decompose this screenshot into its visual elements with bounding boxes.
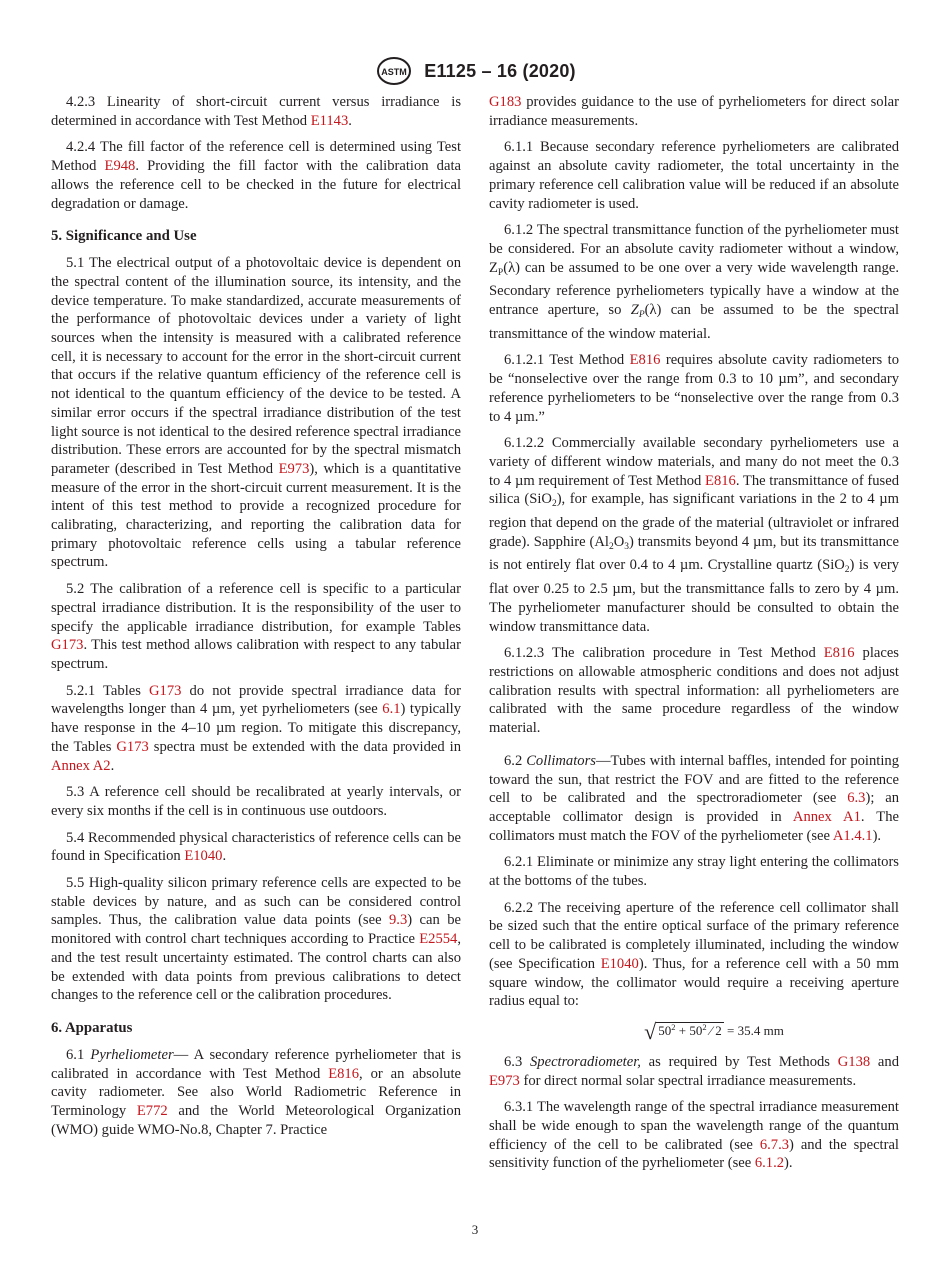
ref-link[interactable]: G173	[116, 738, 149, 755]
ref-link[interactable]: E816	[705, 472, 736, 489]
paragraph-5-3: 5.3 A reference cell should be recalibrated at yearly intervals, or every six months if the cell is in continuous use outdoors.	[51, 784, 461, 819]
ref-link[interactable]: Annex A2	[51, 757, 111, 774]
right-column	[489, 93, 899, 1181]
ref-link[interactable]: E816	[328, 1065, 360, 1082]
ref-link[interactable]: G173	[149, 682, 182, 699]
paragraph-6-1-2-2: 6.1.2.2 Commercially available secondary pyrheliometers use a variety of different window materials, and many do not meet the 0.3 to 4 µm requirement of Test Method E816. The transmittance of fused silica (SiO$_2$), for example, has significant variations in the 2 to 4 µm region that depend on the grade of the material (ultraviolet or infrared grade). Sapphire $(Al_2O_3)$ transmits beyond 4 µm, but its transmittance is not entirely flat over 0.4 to 4 µm. Crystalline quartz (SiO$_2$) is very flat over 0.25 to 2.5 µm, but the transmittance falls to zero by 4 µm. The pyrheliometer manufacturer should be consulted to obtain the window transmittance data.	[489, 435, 900, 635]
paragraph-6-3-1: 6.3.1 The wavelength range of the spectral irradiance measurement shall be wide enough to span the wavelength range of the quantum efficiency of the cell to be calibrated (see 6.7.3) and the spectral sensitivity function of the pyrheliometer (see 6.1.2).	[489, 1099, 899, 1172]
ref-link[interactable]: E973	[489, 1072, 520, 1089]
paragraph-4-2-3: 4.2.3 Linearity of short-circuit current versus irradiance is determined in accordance with Test Method E1143.	[51, 94, 461, 129]
paragraph-6-3: 6.3 Spectroradiometer, as required by Test Methods G138 and E973 for direct normal solar spectral irradiance measurements.	[489, 1053, 899, 1089]
page-number: 3	[471, 1222, 479, 1237]
ref-link[interactable]: E816	[629, 352, 661, 369]
document-designation: E1125 – 16 (2020)	[424, 60, 576, 81]
radical-sign-icon: √	[644, 1018, 657, 1044]
paragraph-4-2-4: 4.2.4 The fill factor of the reference cell is determined using Test Method E948. Providing the fill factor with the calibration data allows the reference cell to be checked in the future for electrical degradation or damage.	[51, 139, 461, 212]
ref-link[interactable]: E772	[136, 1103, 168, 1120]
ref-link[interactable]: Annex A1	[792, 808, 861, 825]
ref-link[interactable]: 6.1.2	[754, 1155, 785, 1172]
left-column	[51, 93, 461, 1147]
ref-link[interactable]: A1.4.1	[832, 827, 873, 844]
page-header	[0, 56, 950, 86]
ref-link[interactable]: E2554	[419, 931, 458, 948]
ref-link[interactable]: E1040	[184, 848, 223, 865]
ref-link[interactable]: 6.1	[382, 701, 401, 718]
paragraph-6-1: 6.1 Pyrheliometer— A secondary reference pyrheliometer that is calibrated in accordance with Test Method E816, or an absolute cavity radiometer. See also World Radiometric Reference in Terminology E772 and the World Meteorological Organization (WMO) guide WMO-No.8, Chapter 7. Practice	[51, 1046, 462, 1138]
ref-link[interactable]: G173	[51, 637, 84, 654]
paragraph-6-1-1: 6.1.1 Because secondary reference pyrheliometers are calibrated against an absolute cavity radiometer, the total uncertainty in the primary reference cell calibration value will be reduced if an absolute cavity radiometer is used.	[489, 139, 899, 212]
paragraph-6-1-continued: G183 provides guidance to the use of pyrheliometers for direct solar irradiance measurements.	[489, 94, 899, 129]
paragraph-5-5: 5.5 High-quality silicon primary reference cells are expected to be stable devices by nature, and as such can be considered control samples. Thus, the calibration value data points (see 9.3) can be monitored with control chart techniques according to Practice E2554, and the test result uncertainty estimated. The control charts can also be extended with data points from previous calibrations to detect changes to the reference cell or the calibration procedures.	[51, 875, 461, 1004]
svg-text:ASTM: ASTM	[381, 67, 407, 77]
paragraph-6-1-2-1: 6.1.2.1 Test Method E816 requires absolute cavity radiometers to be “nonselective over the range from 0.3 to 10 µm”, and secondary reference pyrheliometers to be “nonselective over the range from 0.3 to 4 µm.”	[489, 352, 899, 425]
ref-link[interactable]: E948	[104, 158, 136, 175]
ref-link[interactable]: 6.3	[847, 790, 866, 807]
paragraph-5-4: 5.4 Recommended physical characteristics of reference cells can be found in Specification E1040.	[51, 829, 461, 865]
paragraph-6-1-2: 6.1.2 The spectral transmittance function of the pyrheliometer must be considered. For an absolute cavity radiometer without a window, $Z_P(\lambda)$ can be assumed to be one over a very wide wavelength range. Secondary reference pyrheliometers typically have a window at the entrance aperture, so $Z_P(\lambda)$ can be assumed to be the spectral transmittance of the window material.	[489, 222, 899, 342]
ref-link[interactable]: E816	[823, 645, 855, 662]
ref-link[interactable]: G183	[489, 94, 522, 110]
ref-link[interactable]: 9.3	[389, 912, 408, 929]
aperture-equation: √ $50^2 + 50^2$ ⁄ 2 = 35.4 mm	[644, 1018, 784, 1044]
paragraph-6-2-1: 6.2.1 Eliminate or minimize any stray light entering the collimators at the bottoms of the tubes.	[489, 854, 899, 890]
paragraph-5-2-1: 5.2.1 Tables G173 do not provide spectral irradiance data for wavelengths longer than 4 µm, yet pyrheliometers (see 6.1) typically have response in the 4–10 µm region. To mitigate this discrepancy, the Tables G173 spectra must be extended with the data provided in Annex A2.	[51, 682, 461, 774]
paragraph-6-2: 6.2 Collimators—Tubes with internal baffles, intended for pointing toward the sun, that restrict the FOV and are fitted to the reference cell to be calibrated and the spectroradiometer (see 6.3); an acceptable collimator design is provided in Annex A1. The collimators must match the FOV of the pyrheliometer (see A1.4.1).	[489, 752, 899, 844]
ref-link[interactable]: E973	[278, 460, 310, 477]
paragraph-5-1: 5.1 The electrical output of a photovoltaic device is dependent on the spectral content of the illumination source, its intensity, and the device temperature. To make standardized, accurate measurements of the performance of photovoltaic devices under a variety of light sources when the intensity is measured with a calibrated reference cell, it is necessary to account for the error in the short-circuit current that occurs if the relative quantum efficiency of the reference cell is not identical to the quantum efficiency of the device to be tested. A similar error occurs if the spectral irradiance distribution of the test light source is not identical to the desired reference spectral irradiance distribution. These errors are accounted for by the spectral mismatch parameter (described in Test Method E973), which is a quantitative measure of the error in the short-circuit current measurement. It is the intent of this test method to provide a recognized procedure for calibrating, characterizing, and reporting the calibration data for primary photovoltaic reference cells using a tabular reference spectrum.	[51, 255, 461, 571]
section-heading-6: 6. Apparatus	[51, 1019, 133, 1036]
astm-logo-icon	[374, 56, 414, 86]
section-heading-5: 5. Significance and Use	[51, 228, 197, 245]
ref-link[interactable]: E1143	[310, 112, 349, 129]
paragraph-6-2-2: 6.2.2 The receiving aperture of the reference cell collimator shall be sized such that the entire optical surface of the primary reference cell to be calibrated is completely illuminated, including the window (see Specification E1040). Thus, for a reference cell with a 50 mm square window, the collimator would require a receiving aperture radius equal to:	[489, 899, 899, 1010]
ref-link[interactable]: 6.7.3	[759, 1136, 790, 1153]
ref-link[interactable]: E1040	[600, 955, 639, 972]
paragraph-6-1-2-3: 6.1.2.3 The calibration procedure in Test Method E816 places restrictions on allowable atmospheric conditions and does not adjust calibration results with spectral information: all pyrheliometers are calibrated with the same procedure regardless of the window material.	[489, 645, 899, 737]
paragraph-5-2: 5.2 The calibration of a reference cell is specific to a particular spectral irradiance distribution. It is the responsibility of the user to specify the applicable irradiance distribution, for example Tables G173. This test method allows calibration with respect to any tabular spectrum.	[51, 581, 461, 672]
ref-link[interactable]: G138	[837, 1053, 871, 1070]
